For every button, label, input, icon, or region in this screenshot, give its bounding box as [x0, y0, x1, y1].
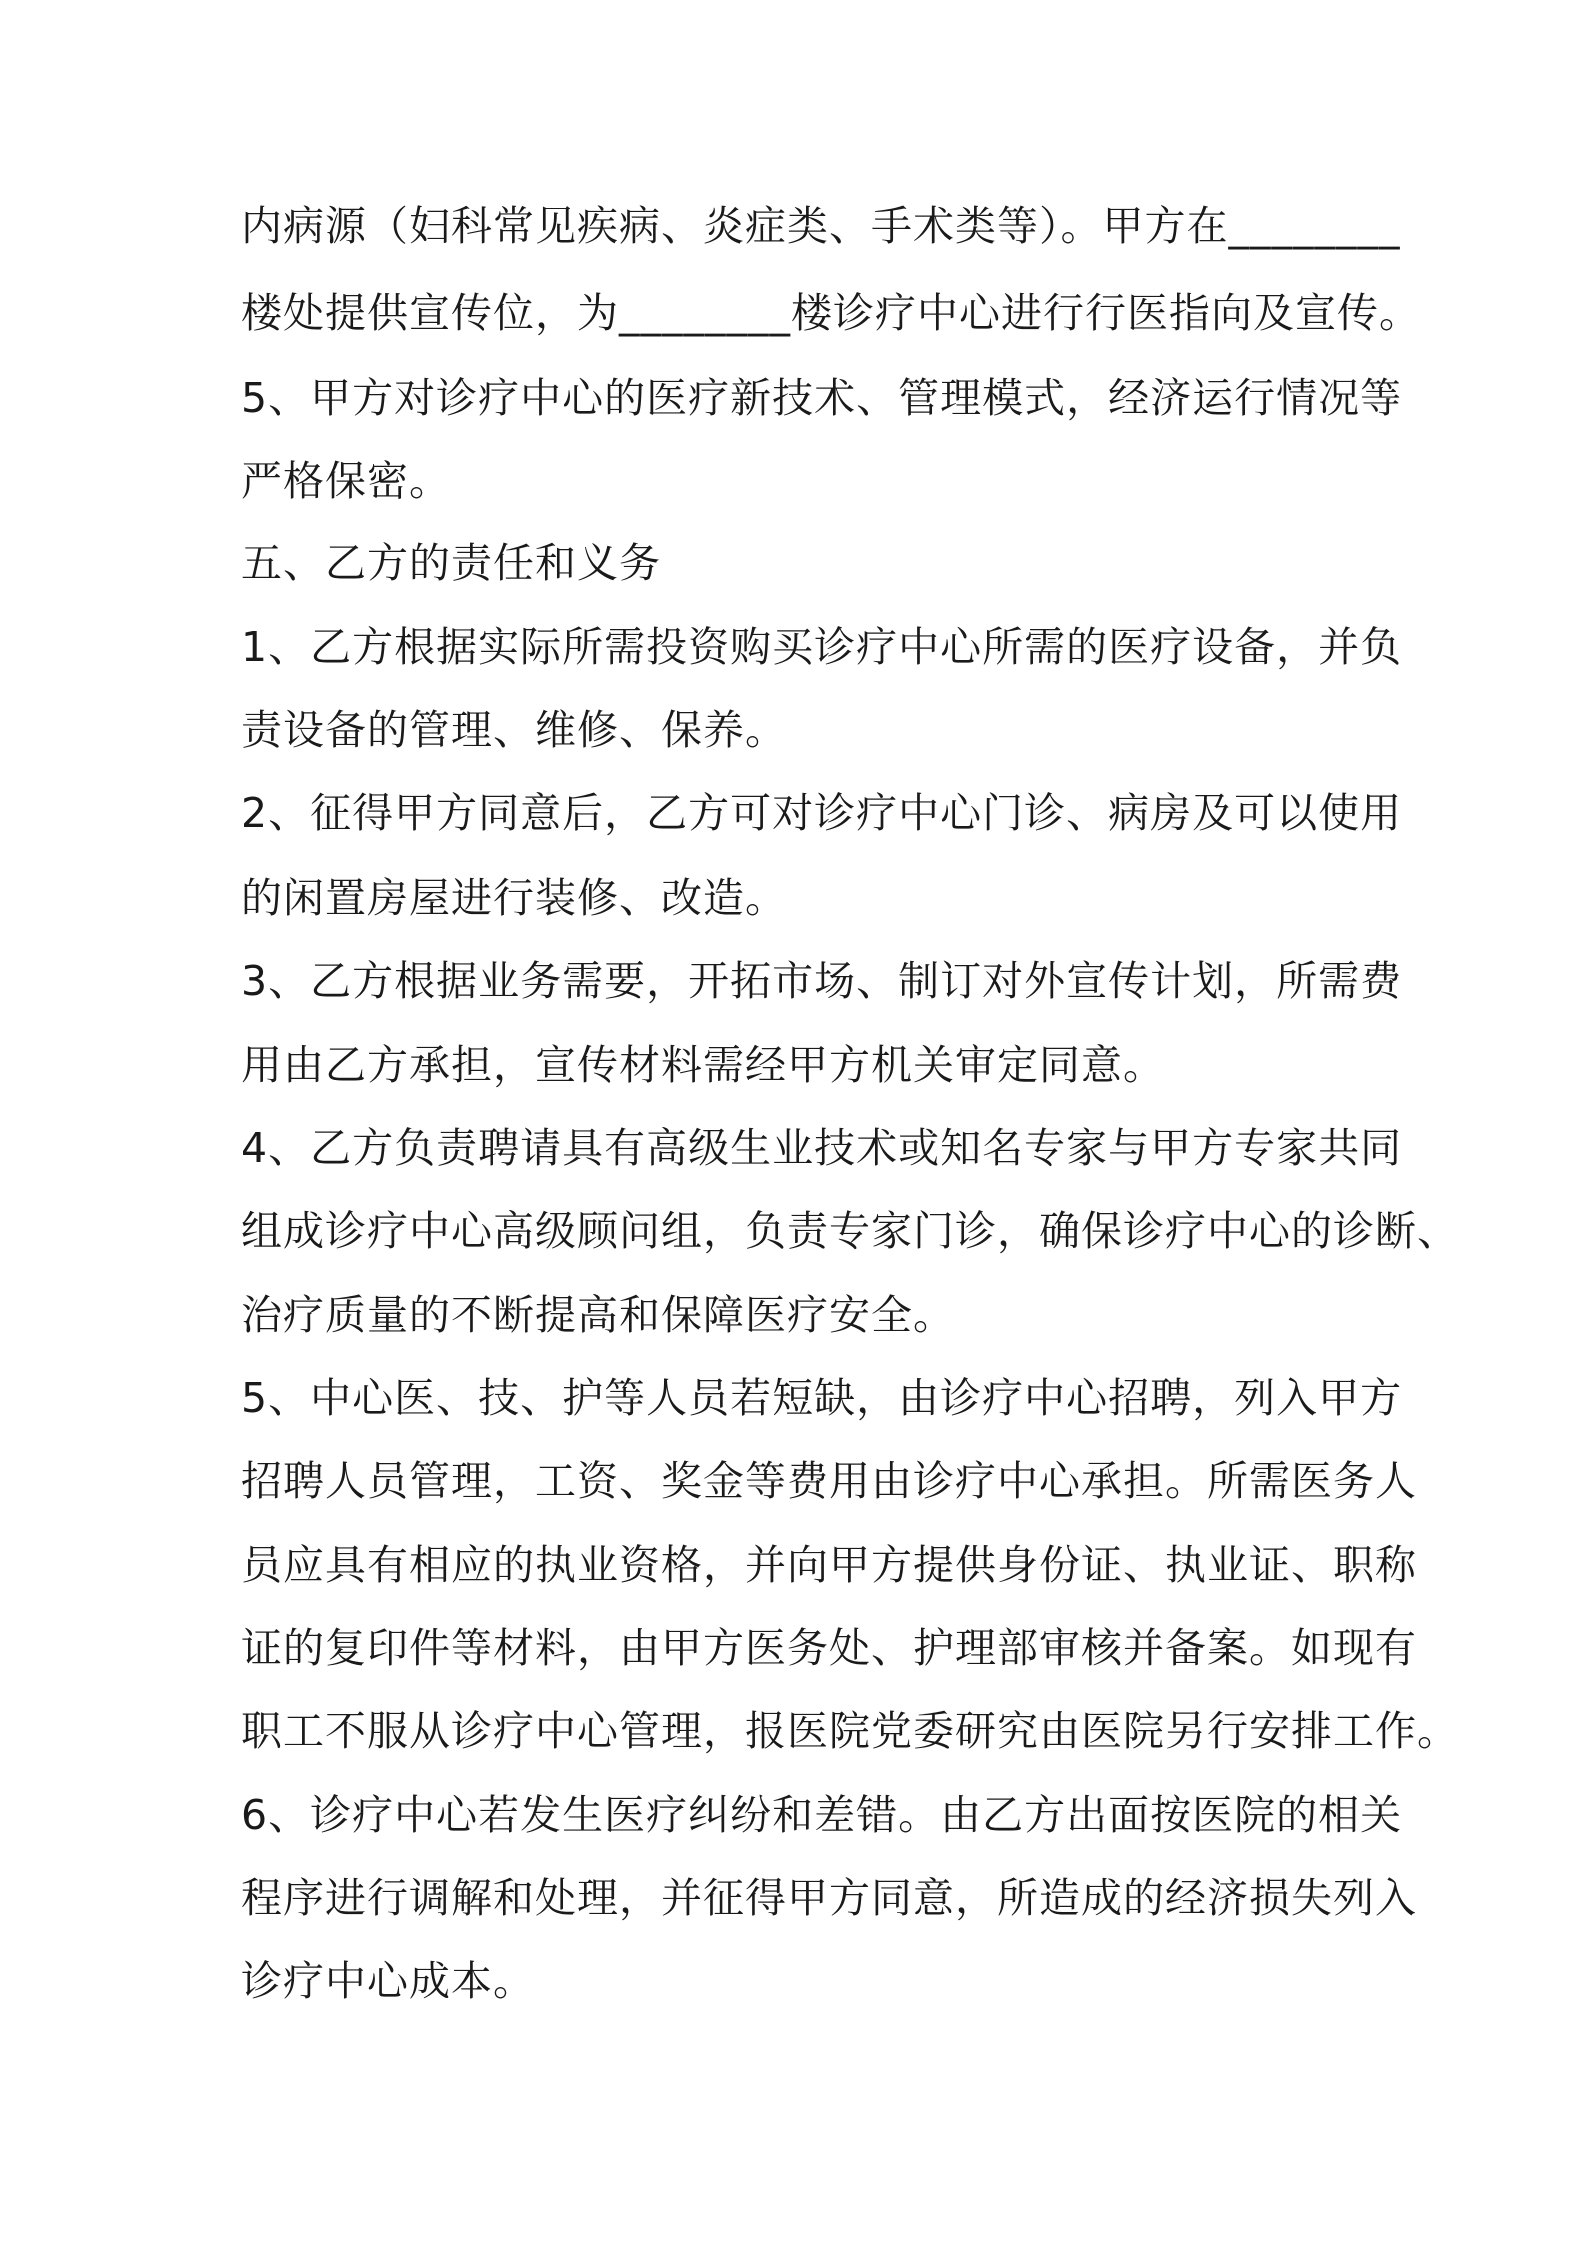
text-line-8: 2、征得甲方同意后，乙方可对诊疗中心门诊、病房及可以使用: [241, 789, 1403, 837]
text-line-1: 内病源（妇科常见疾病、炎症类、手术类等）。甲方在________: [241, 202, 1401, 250]
text-line-13: 组成诊疗中心高级顾问组，负责专家门诊，确保诊疗中心的诊断、: [241, 1207, 1459, 1255]
section-heading: 五、乙方的责任和义务: [241, 539, 661, 587]
text-line-21: 程序进行调解和处理，并征得甲方同意，所造成的经济损失列入: [241, 1874, 1417, 1922]
text-line-18: 证的复印件等材料，由甲方医务处、护理部审核并备案。如现有: [241, 1624, 1417, 1672]
text-line-14: 治疗质量的不断提高和保障医疗安全。: [241, 1291, 955, 1339]
text-line-3: 5、甲方对诊疗中心的医疗新技术、管理模式，经济运行情况等: [241, 374, 1403, 422]
text-line-22: 诊疗中心成本。: [241, 1957, 535, 2005]
text-line-7: 责设备的管理、维修、保养。: [241, 706, 787, 754]
text-line-20: 6、诊疗中心若发生医疗纠纷和差错。由乙方出面按医院的相关: [241, 1791, 1403, 1839]
text-line-4: 严格保密。: [241, 457, 451, 505]
text-line-9: 的闲置房屋进行装修、改造。: [241, 874, 787, 922]
text-line-17: 员应具有相应的执业资格，并向甲方提供身份证、执业证、职称: [241, 1541, 1417, 1589]
text-line-2: 楼处提供宣传位，为________楼诊疗中心进行行医指向及宣传。: [241, 289, 1421, 337]
text-line-15: 5、中心医、技、护等人员若短缺，由诊疗中心招聘，列入甲方: [241, 1374, 1403, 1422]
text-line-10: 3、乙方根据业务需要，开拓市场、制订对外宣传计划，所需费: [241, 957, 1403, 1005]
text-line-11: 用由乙方承担，宣传材料需经甲方机关审定同意。: [241, 1041, 1165, 1089]
text-line-16: 招聘人员管理，工资、奖金等费用由诊疗中心承担。所需医务人: [241, 1457, 1417, 1505]
text-line-6: 1、乙方根据实际所需投资购买诊疗中心所需的医疗设备，并负: [241, 623, 1403, 671]
text-line-19: 职工不服从诊疗中心管理，报医院党委研究由医院另行安排工作。: [241, 1707, 1459, 1755]
text-line-12: 4、乙方负责聘请具有高级生业技术或知名专家与甲方专家共同: [241, 1124, 1403, 1172]
